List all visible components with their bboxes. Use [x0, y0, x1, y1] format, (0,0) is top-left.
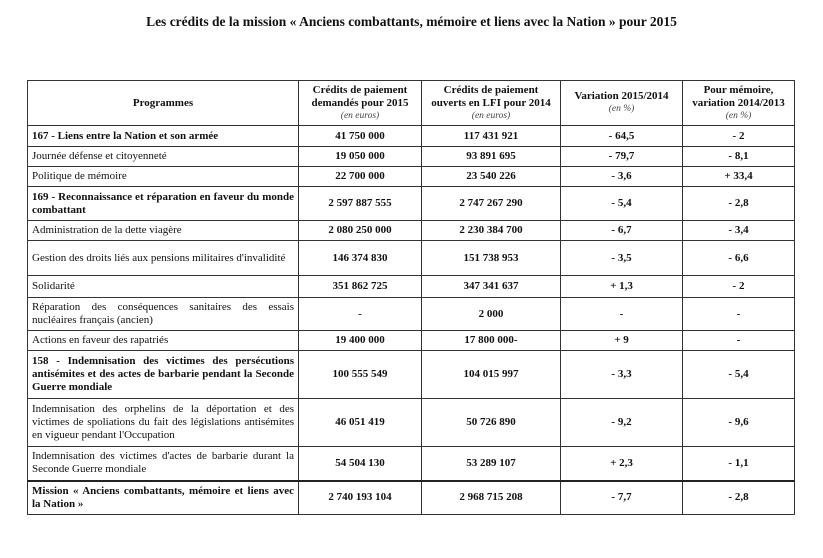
memo-variation-cell: - 2	[683, 276, 795, 298]
table-row	[28, 481, 795, 515]
credits-2014-cell: 2 230 384 700	[422, 221, 561, 241]
table-row	[28, 298, 795, 331]
header-variation-2015-2014: Variation 2015/2014 (en %)	[561, 81, 683, 126]
memo-variation-cell: - 9,6	[683, 399, 795, 447]
header-programmes: Programmes	[28, 81, 299, 126]
credits-2014-cell: 23 540 226	[422, 167, 561, 187]
credits-2014-cell: 17 800 000-	[422, 331, 561, 351]
table-row	[28, 187, 795, 221]
header-credits-2014: Crédits de paiement ouverts en LFI pour 2014 (en euros)	[422, 81, 561, 126]
credits-2014-cell: 93 891 695	[422, 147, 561, 167]
header-credits-2015: Crédits de paiement demandés pour 2015 (en euros)	[299, 81, 422, 126]
variation-cell: - 3,3	[561, 351, 683, 399]
credits-2015-cell: 19 050 000	[299, 147, 422, 167]
memo-variation-cell: - 2,8	[683, 187, 795, 221]
memo-variation-cell: - 1,1	[683, 447, 795, 481]
variation-cell: - 6,7	[561, 221, 683, 241]
variation-cell: - 5,4	[561, 187, 683, 221]
header-variation-2014-2013: Pour mémoire, variation 2014/2013 (en %)	[683, 81, 795, 126]
table-row	[28, 241, 795, 276]
memo-variation-cell: - 2,8	[683, 481, 795, 515]
memo-variation-cell: - 3,4	[683, 221, 795, 241]
variation-cell: + 2,3	[561, 447, 683, 481]
programme-cell: Gestion des droits liés aux pensions militaires d'invalidité	[28, 241, 299, 276]
programme-cell: Indemnisation des orphelins de la déportation et des victimes de spoliations du fait des législations antisémites en vigueur pendant l'Occupation	[28, 399, 299, 447]
credits-2015-cell: 19 400 000	[299, 331, 422, 351]
variation-cell: - 64,5	[561, 126, 683, 147]
credits-2015-cell: 146 374 830	[299, 241, 422, 276]
credits-2014-cell: 53 289 107	[422, 447, 561, 481]
credits-2015-cell: 41 750 000	[299, 126, 422, 147]
credits-2015-cell: 2 080 250 000	[299, 221, 422, 241]
table-row	[28, 126, 795, 147]
variation-cell: -	[561, 298, 683, 331]
memo-variation-cell: - 2	[683, 126, 795, 147]
variation-cell: - 9,2	[561, 399, 683, 447]
credits-2015-cell: 100 555 549	[299, 351, 422, 399]
credits-2015-cell: 2 597 887 555	[299, 187, 422, 221]
variation-cell: - 79,7	[561, 147, 683, 167]
credits-2014-cell: 2 747 267 290	[422, 187, 561, 221]
programme-cell: Journée défense et citoyenneté	[28, 147, 299, 167]
programme-cell: Actions en faveur des rapatriés	[28, 331, 299, 351]
programme-cell: Réparation des conséquences sanitaires des essais nucléaires français (ancien)	[28, 298, 299, 331]
credits-2015-cell: 46 051 419	[299, 399, 422, 447]
credits-2014-cell: 151 738 953	[422, 241, 561, 276]
variation-cell: - 3,6	[561, 167, 683, 187]
programme-cell: Mission « Anciens combattants, mémoire et liens avec la Nation »	[28, 481, 299, 515]
memo-variation-cell: -	[683, 298, 795, 331]
variation-cell: + 9	[561, 331, 683, 351]
table-row	[28, 276, 795, 298]
table-row	[28, 167, 795, 187]
programme-cell: 158 - Indemnisation des victimes des persécutions antisémites et des actes de barbarie pendant la Seconde Guerre mondiale	[28, 351, 299, 399]
programme-cell: Indemnisation des victimes d'actes de barbarie durant la Seconde Guerre mondiale	[28, 447, 299, 481]
table-row	[28, 221, 795, 241]
memo-variation-cell: - 5,4	[683, 351, 795, 399]
credits-2014-cell: 347 341 637	[422, 276, 561, 298]
credits-2015-cell: 2 740 193 104	[299, 481, 422, 515]
memo-variation-cell: - 6,6	[683, 241, 795, 276]
credits-2014-cell: 104 015 997	[422, 351, 561, 399]
programme-cell: 167 - Liens entre la Nation et son armée	[28, 126, 299, 147]
table-row	[28, 147, 795, 167]
memo-variation-cell: + 33,4	[683, 167, 795, 187]
credits-2014-cell: 117 431 921	[422, 126, 561, 147]
credits-2014-cell: 2 968 715 208	[422, 481, 561, 515]
memo-variation-cell: - 8,1	[683, 147, 795, 167]
programme-cell: Administration de la dette viagère	[28, 221, 299, 241]
table-row	[28, 447, 795, 481]
credits-2014-cell: 50 726 890	[422, 399, 561, 447]
table-row	[28, 331, 795, 351]
variation-cell: - 3,5	[561, 241, 683, 276]
variation-cell: - 7,7	[561, 481, 683, 515]
credits-2015-cell: 351 862 725	[299, 276, 422, 298]
credits-table	[27, 80, 795, 515]
credits-2015-cell: -	[299, 298, 422, 331]
memo-variation-cell: -	[683, 331, 795, 351]
table-row	[28, 351, 795, 399]
programme-cell: Solidarité	[28, 276, 299, 298]
table-header-row	[28, 81, 795, 126]
variation-cell: + 1,3	[561, 276, 683, 298]
page-title: Les crédits de la mission « Anciens combattants, mémoire et liens avec la Nation » pour 2015	[146, 14, 677, 29]
credits-2015-cell: 54 504 130	[299, 447, 422, 481]
programme-cell: 169 - Reconnaissance et réparation en faveur du monde combattant	[28, 187, 299, 221]
programme-cell: Politique de mémoire	[28, 167, 299, 187]
credits-2015-cell: 22 700 000	[299, 167, 422, 187]
table-row	[28, 399, 795, 447]
credits-2014-cell: 2 000	[422, 298, 561, 331]
